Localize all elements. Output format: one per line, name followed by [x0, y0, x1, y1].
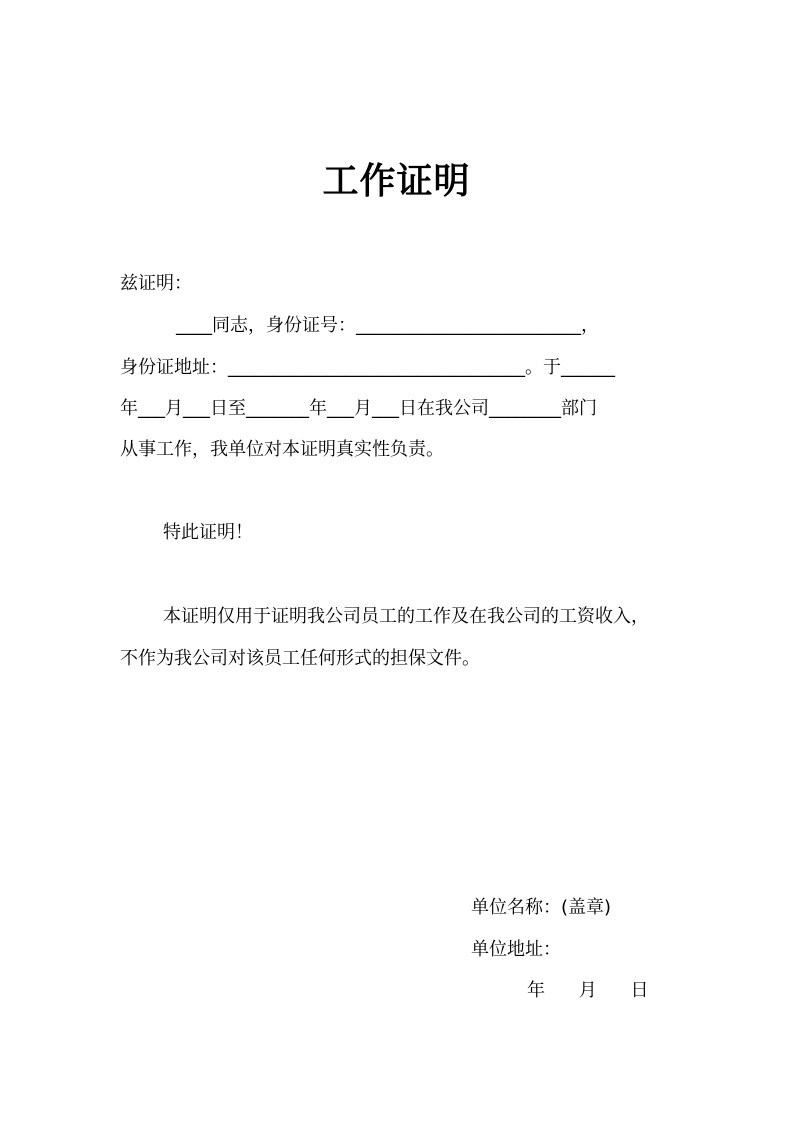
company-name-label: 单位名称：(盖章)	[471, 897, 612, 918]
purpose-line-2: 不作为我公司对该员工任何形式的担保文件。	[120, 648, 480, 669]
address-line: 身份证地址：_________________________________。于______	[120, 357, 615, 378]
signature-date	[527, 978, 648, 1004]
date-month: 月	[578, 980, 597, 1001]
greeting-line: 兹证明：	[120, 273, 192, 294]
identity-line: ____同志，身份证号：_________________________，	[176, 315, 599, 336]
special-note: 特此证明！	[163, 522, 253, 543]
date-day: 日	[630, 980, 649, 1001]
duty-line: 从事工作，我单位对本证明真实性负责。	[120, 439, 444, 460]
document-title: 工作证明	[322, 161, 471, 202]
date-year: 年	[527, 980, 545, 1001]
company-address-label: 单位地址：	[471, 939, 561, 960]
employment-dates-line: 年___月___日至_______年___月___日在我公司________部门	[120, 398, 597, 419]
purpose-line-1: 本证明仅用于证明我公司员工的工作及在我公司的工资收入，	[163, 606, 649, 627]
